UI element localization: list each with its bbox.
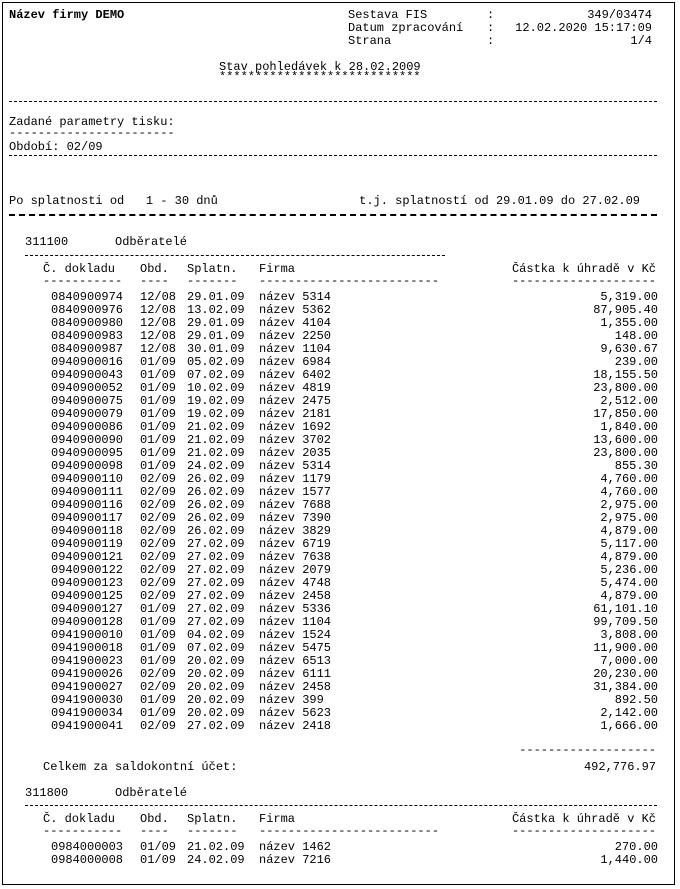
cell-doc-number: 0940900125	[51, 589, 124, 603]
total-label: Celkem za saldokontní účet:	[43, 760, 238, 774]
cell-doc-number: 0940900079	[51, 407, 124, 421]
cell-due-date: 24.02.09	[187, 459, 245, 473]
meta-label-report: Sestava FIS	[348, 8, 428, 22]
cell-due-date: 27.02.09	[187, 719, 245, 733]
cell-period: 01/09	[140, 641, 177, 655]
cell-amount: 2,975.00	[600, 511, 658, 525]
cell-due-date: 19.02.09	[187, 407, 245, 421]
cell-firm: název 3702	[259, 433, 332, 447]
cell-period: 01/09	[140, 693, 177, 707]
cell-firm: název 2181	[259, 407, 332, 421]
cell-period: 02/09	[140, 472, 177, 486]
cell-due-date: 24.02.09	[187, 853, 245, 867]
meta-value-report: 349/03474	[587, 8, 652, 22]
cell-amount: 4,760.00	[600, 472, 658, 486]
cell-due-date: 20.02.09	[187, 667, 245, 681]
cell-due-date: 04.02.09	[187, 628, 245, 642]
cell-doc-number: 0940900090	[51, 433, 124, 447]
cell-doc-number: 0941900010	[51, 628, 124, 642]
cell-amount: 9,630.67	[600, 342, 658, 356]
cell-firm: název 1462	[259, 840, 332, 854]
cell-due-date: 07.02.09	[187, 641, 245, 655]
cell-doc-number: 0940900110	[51, 472, 124, 486]
cell-doc-number: 0941900023	[51, 654, 124, 668]
cell-firm: název 2475	[259, 394, 332, 408]
cell-firm: název 7638	[259, 550, 332, 564]
cell-due-date: 21.02.09	[187, 840, 245, 854]
cell-doc-number: 0940900043	[51, 368, 124, 382]
cell-amount: 5,319.00	[600, 290, 658, 304]
cell-period: 02/09	[140, 667, 177, 681]
cell-doc-number: 0940900121	[51, 550, 124, 564]
cell-period: 12/08	[140, 342, 177, 356]
total-underline: -------------------	[519, 743, 656, 757]
cell-amount: 4,879.00	[600, 589, 658, 603]
cell-firm: název 5362	[259, 303, 332, 317]
cell-doc-number: 0941900027	[51, 680, 124, 694]
cell-amount: 18,155.50	[593, 368, 658, 382]
params-underline: -----------------------	[9, 126, 175, 140]
cell-amount: 4,879.00	[600, 524, 658, 538]
cell-amount: 4,879.00	[600, 550, 658, 564]
section-account: 311100	[25, 235, 69, 249]
cell-firm: název 1104	[259, 615, 332, 629]
cell-amount: 1,840.00	[600, 420, 658, 434]
cell-amount: 87,905.40	[593, 303, 658, 317]
cell-period: 01/09	[140, 654, 177, 668]
report-title-underline: ****************************	[219, 70, 421, 84]
cell-period: 01/09	[140, 615, 177, 629]
cell-doc-number: 0940900127	[51, 602, 124, 616]
section-name: Odběratelé	[115, 235, 188, 249]
cell-period: 02/09	[140, 680, 177, 694]
cell-doc-number: 0940900123	[51, 576, 124, 590]
cell-doc-number: 0940900075	[51, 394, 124, 408]
cell-due-date: 29.01.09	[187, 329, 245, 343]
cell-firm: název 3829	[259, 524, 332, 538]
cell-amount: 239.00	[614, 355, 658, 369]
cell-firm: název 6513	[259, 654, 332, 668]
cell-doc-number: 0941900030	[51, 693, 124, 707]
cell-doc-number: 0840900974	[51, 290, 124, 304]
col-underline: --------------------	[511, 274, 656, 288]
cell-period: 12/08	[140, 329, 177, 343]
cell-firm: název 5475	[259, 641, 332, 655]
cell-period: 01/09	[140, 355, 177, 369]
cell-due-date: 27.02.09	[187, 589, 245, 603]
cell-period: 02/09	[140, 498, 177, 512]
cell-firm: název 4819	[259, 381, 332, 395]
cell-doc-number: 0940900116	[51, 498, 124, 512]
cell-due-date: 30.01.09	[187, 342, 245, 356]
cell-doc-number: 0940900095	[51, 446, 124, 460]
cell-firm: název 2035	[259, 446, 332, 460]
separator	[9, 101, 657, 102]
cell-amount: 7,000.00	[600, 654, 658, 668]
cell-due-date: 19.02.09	[187, 394, 245, 408]
section-name: Odběratelé	[115, 786, 188, 800]
cell-due-date: 10.02.09	[187, 381, 245, 395]
col-underline: ----	[140, 274, 169, 288]
cell-due-date: 27.02.09	[187, 550, 245, 564]
cell-period: 01/09	[140, 628, 177, 642]
cell-due-date: 26.02.09	[187, 472, 245, 486]
cell-doc-number: 0940900086	[51, 420, 124, 434]
cell-period: 01/09	[140, 381, 177, 395]
params-heading: Zadané parametry tisku:	[9, 115, 175, 129]
col-underline: -------------------------	[259, 274, 440, 288]
meta-sep: :	[487, 8, 495, 22]
cell-doc-number: 0840900976	[51, 303, 124, 317]
cell-amount: 3,808.00	[600, 628, 658, 642]
cell-period: 01/09	[140, 459, 177, 473]
cell-amount: 5,474.00	[600, 576, 658, 590]
cell-firm: název 2458	[259, 589, 332, 603]
cell-doc-number: 0940900119	[51, 537, 124, 551]
cell-due-date: 26.02.09	[187, 485, 245, 499]
cell-firm: název 7216	[259, 853, 332, 867]
cell-due-date: 20.02.09	[187, 693, 245, 707]
col-doc: Č. dokladu	[43, 812, 116, 826]
cell-due-date: 27.02.09	[187, 576, 245, 590]
col-period: Obd.	[140, 262, 169, 276]
cell-due-date: 20.02.09	[187, 654, 245, 668]
cell-amount: 23,800.00	[593, 446, 658, 460]
cell-amount: 61,101.10	[593, 602, 658, 616]
cell-period: 02/09	[140, 485, 177, 499]
meta-sep: :	[487, 34, 495, 48]
cell-due-date: 27.02.09	[187, 537, 245, 551]
col-underline: -------------------------	[259, 824, 440, 838]
cell-amount: 2,512.00	[600, 394, 658, 408]
cell-due-date: 20.02.09	[187, 706, 245, 720]
cell-firm: název 1692	[259, 420, 332, 434]
cell-due-date: 29.01.09	[187, 290, 245, 304]
col-due: Splatn.	[187, 262, 238, 276]
cell-amount: 13,600.00	[593, 433, 658, 447]
cell-period: 01/09	[140, 853, 177, 867]
meta-sep: :	[487, 21, 495, 35]
cell-amount: 5,236.00	[600, 563, 658, 577]
cell-doc-number: 0940900117	[51, 511, 124, 525]
cell-firm: název 5336	[259, 602, 332, 616]
cell-doc-number: 0940900111	[51, 485, 124, 499]
cell-doc-number: 0941900041	[51, 719, 124, 733]
col-underline: -----------	[43, 274, 123, 288]
report-page	[2, 2, 675, 885]
cell-period: 01/09	[140, 407, 177, 421]
table-row	[3, 854, 676, 867]
total-value: 492,776.97	[583, 760, 656, 774]
cell-due-date: 26.02.09	[187, 524, 245, 538]
cell-due-date: 20.02.09	[187, 680, 245, 694]
cell-period: 02/09	[140, 576, 177, 590]
due-range-right: t.j. splatností od 29.01.09 do 27.02.09	[359, 194, 640, 208]
col-due: Splatn.	[187, 812, 238, 826]
col-amount: Částka k úhradě v Kč	[511, 812, 656, 826]
cell-due-date: 27.02.09	[187, 563, 245, 577]
cell-doc-number: 0941900034	[51, 706, 124, 720]
section-account: 311800	[25, 786, 69, 800]
cell-firm: název 399	[259, 693, 324, 707]
cell-period: 01/09	[140, 433, 177, 447]
cell-period: 01/09	[140, 394, 177, 408]
col-doc: Č. dokladu	[43, 262, 116, 276]
col-firm: Firma	[259, 262, 296, 276]
cell-due-date: 21.02.09	[187, 433, 245, 447]
cell-period: 02/09	[140, 589, 177, 603]
cell-amount: 31,384.00	[593, 680, 658, 694]
cell-doc-number: 0984000008	[51, 853, 124, 867]
cell-doc-number: 0940900052	[51, 381, 124, 395]
cell-doc-number: 0940900122	[51, 563, 124, 577]
cell-period: 02/09	[140, 537, 177, 551]
cell-period: 01/09	[140, 840, 177, 854]
cell-period: 01/09	[140, 602, 177, 616]
col-period: Obd.	[140, 812, 169, 826]
section-separator	[25, 255, 445, 256]
double-separator	[9, 214, 657, 216]
section-separator	[25, 805, 657, 806]
col-underline: -----------	[43, 824, 123, 838]
cell-firm: název 7688	[259, 498, 332, 512]
cell-doc-number: 0840900980	[51, 316, 124, 330]
cell-due-date: 21.02.09	[187, 420, 245, 434]
cell-period: 02/09	[140, 563, 177, 577]
cell-doc-number: 0840900987	[51, 342, 124, 356]
col-underline: -------	[187, 274, 238, 288]
col-firm: Firma	[259, 812, 296, 826]
cell-doc-number: 0940900098	[51, 459, 124, 473]
cell-due-date: 27.02.09	[187, 615, 245, 629]
cell-period: 01/09	[140, 420, 177, 434]
cell-amount: 11,900.00	[593, 641, 658, 655]
cell-amount: 20,230.00	[593, 667, 658, 681]
meta-value-date: 12.02.2020 15:17:09	[515, 21, 652, 35]
col-underline: ----	[140, 824, 169, 838]
cell-firm: název 1179	[259, 472, 332, 486]
cell-doc-number: 0941900018	[51, 641, 124, 655]
cell-doc-number: 0940900016	[51, 355, 124, 369]
cell-doc-number: 0940900118	[51, 524, 124, 538]
cell-period: 12/08	[140, 290, 177, 304]
cell-amount: 855.30	[614, 459, 658, 473]
cell-firm: název 4748	[259, 576, 332, 590]
cell-firm: název 4104	[259, 316, 332, 330]
cell-due-date: 29.01.09	[187, 316, 245, 330]
cell-due-date: 21.02.09	[187, 446, 245, 460]
meta-label-date: Datum zpracování	[348, 21, 464, 35]
meta-label-page: Strana	[348, 34, 392, 48]
cell-firm: název 5314	[259, 459, 332, 473]
cell-firm: název 5623	[259, 706, 332, 720]
cell-amount: 4,760.00	[600, 485, 658, 499]
col-amount: Částka k úhradě v Kč	[511, 262, 656, 276]
cell-doc-number: 0840900983	[51, 329, 124, 343]
cell-amount: 1,440.00	[600, 853, 658, 867]
cell-firm: název 2079	[259, 563, 332, 577]
cell-amount: 2,975.00	[600, 498, 658, 512]
meta-value-page: 1/4	[630, 34, 652, 48]
cell-doc-number: 0984000003	[51, 840, 124, 854]
cell-period: 02/09	[140, 550, 177, 564]
cell-amount: 5,117.00	[600, 537, 658, 551]
due-range-left: Po splatnosti od 1 - 30 dnů	[9, 194, 218, 208]
cell-due-date: 07.02.09	[187, 368, 245, 382]
cell-amount: 2,142.00	[600, 706, 658, 720]
cell-firm: název 1104	[259, 342, 332, 356]
cell-firm: název 2250	[259, 329, 332, 343]
cell-firm: název 5314	[259, 290, 332, 304]
cell-amount: 99,709.50	[593, 615, 658, 629]
cell-period: 01/09	[140, 446, 177, 460]
cell-firm: název 6111	[259, 667, 332, 681]
cell-period: 12/08	[140, 316, 177, 330]
report-title: Stav pohledávek k 28.02.2009	[219, 60, 421, 74]
cell-due-date: 13.02.09	[187, 303, 245, 317]
col-underline: -------	[187, 824, 238, 838]
cell-period: 02/09	[140, 524, 177, 538]
cell-due-date: 05.02.09	[187, 355, 245, 369]
cell-doc-number: 0940900128	[51, 615, 124, 629]
cell-firm: název 2458	[259, 680, 332, 694]
cell-due-date: 26.02.09	[187, 511, 245, 525]
company-name: Název firmy DEMO	[9, 8, 125, 22]
cell-firm: název 1577	[259, 485, 332, 499]
cell-firm: název 2418	[259, 719, 332, 733]
cell-amount: 23,800.00	[593, 381, 658, 395]
col-underline: --------------------	[511, 824, 656, 838]
cell-period: 01/09	[140, 706, 177, 720]
cell-amount: 17,850.00	[593, 407, 658, 421]
cell-firm: název 7390	[259, 511, 332, 525]
separator	[9, 155, 657, 156]
cell-amount: 892.50	[614, 693, 658, 707]
cell-firm: název 6984	[259, 355, 332, 369]
cell-amount: 270.00	[614, 840, 658, 854]
cell-due-date: 27.02.09	[187, 602, 245, 616]
cell-period: 02/09	[140, 719, 177, 733]
table-row	[3, 720, 676, 733]
cell-period: 01/09	[140, 368, 177, 382]
cell-firm: název 6719	[259, 537, 332, 551]
cell-amount: 1,666.00	[600, 719, 658, 733]
params-period: Období: 02/09	[9, 140, 103, 154]
cell-firm: název 1524	[259, 628, 332, 642]
cell-doc-number: 0941900026	[51, 667, 124, 681]
cell-period: 12/08	[140, 303, 177, 317]
cell-amount: 148.00	[614, 329, 658, 343]
cell-amount: 1,355.00	[600, 316, 658, 330]
cell-firm: název 6402	[259, 368, 332, 382]
cell-period: 02/09	[140, 511, 177, 525]
cell-due-date: 26.02.09	[187, 498, 245, 512]
